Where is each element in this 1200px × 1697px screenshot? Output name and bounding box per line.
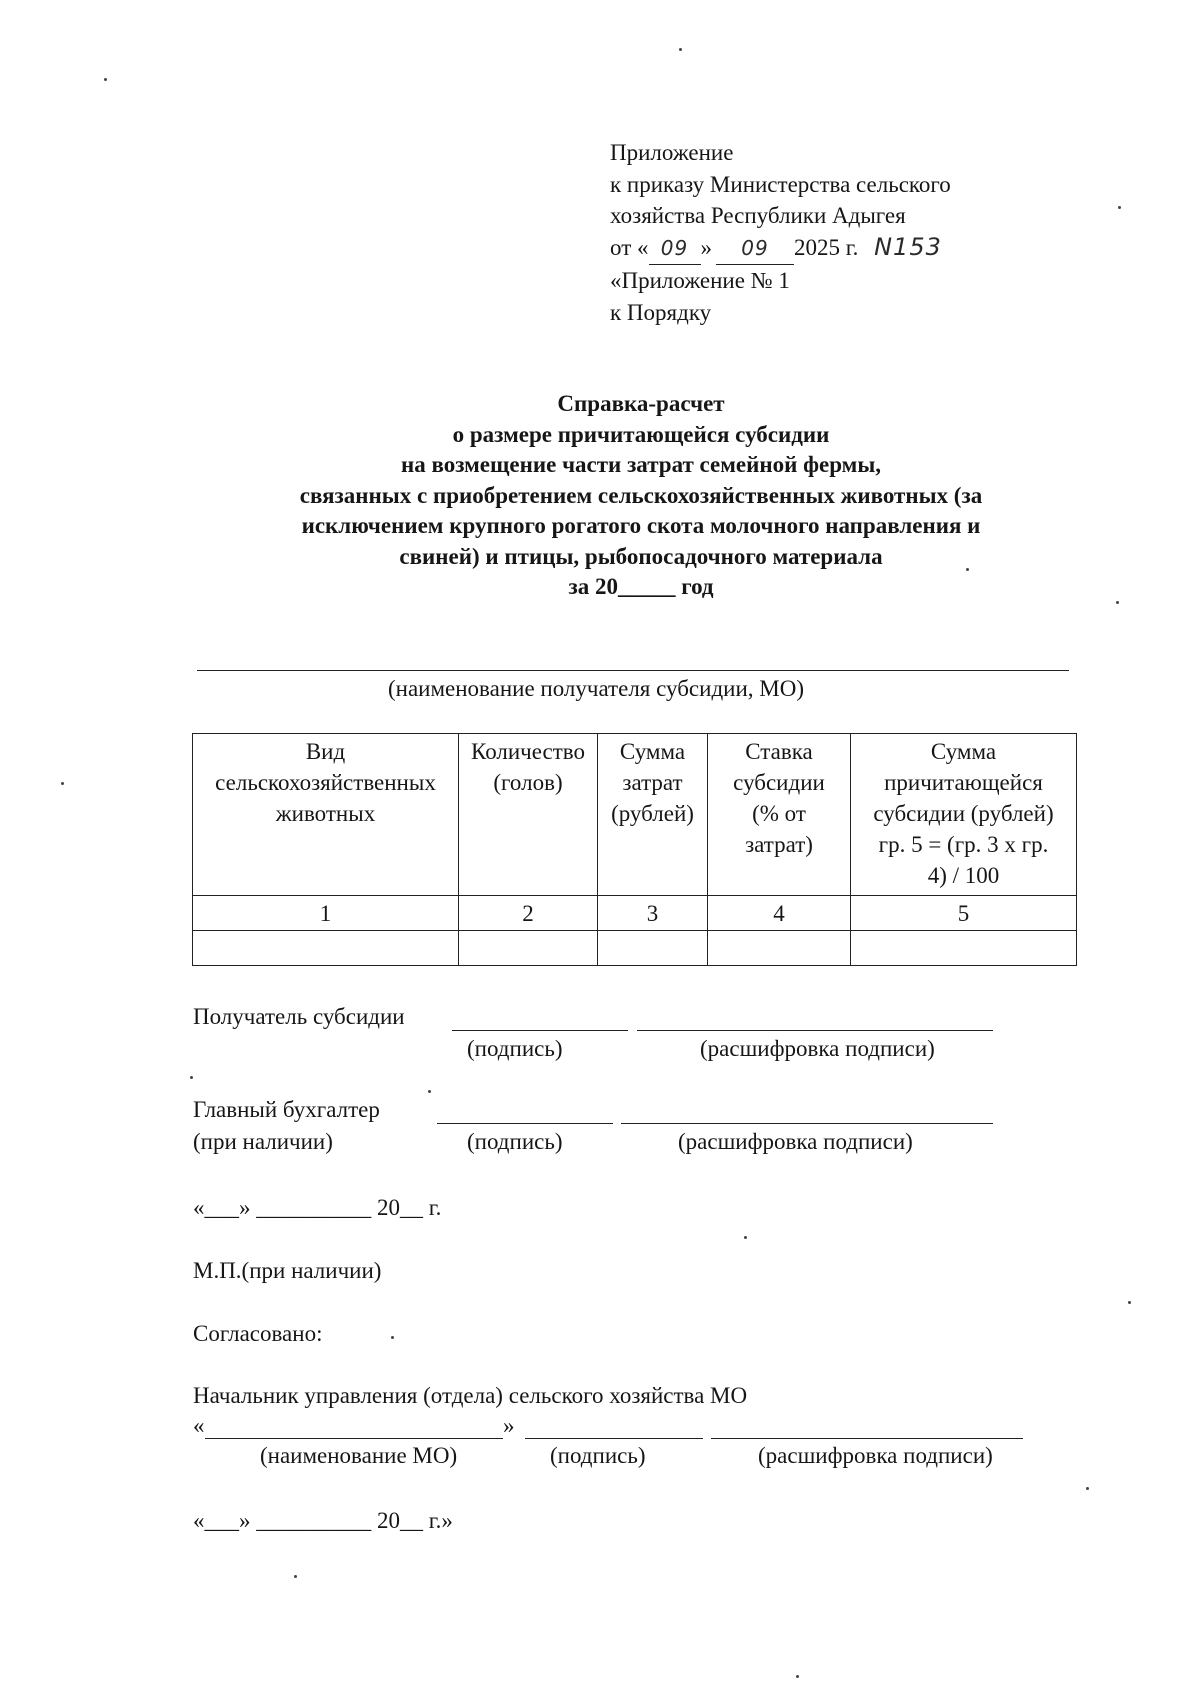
table-header-row [193,734,1077,896]
scan-speck [104,78,107,81]
header-cell-subsidy-amount: Сумма причитающейся субсидии (рублей) гр. 5 = (гр. 3 х гр. 4) / 100 [851,734,1077,896]
scan-speck [61,782,64,785]
scan-speck [1128,1301,1131,1304]
seal-note: М.П.(при наличии) [193,1258,382,1283]
agreed-label: Согласовано: [193,1321,323,1346]
scan-speck [966,568,969,571]
column-number: 2 [459,896,598,931]
final-date-line: «___» __________ 20__ г.» [193,1508,453,1533]
mo-open-quote: « [193,1413,205,1438]
date-prefix: от « [610,234,649,260]
recipient-decode-caption: (расшифровка подписи) [700,1036,935,1061]
head-signature-line [525,1438,703,1439]
table-cell [598,931,708,966]
handwritten-day: 09 [649,233,701,266]
table-cell [193,931,459,966]
accountant-signature-caption: (подпись) [467,1129,563,1154]
scan-speck [679,48,682,51]
head-signature-caption: (подпись) [550,1443,646,1468]
date-year: 2025 г. [794,234,859,260]
date-mid: » [700,234,712,260]
handwritten-number: N153 [874,232,942,261]
header-line-3: хозяйства Республики Адыгея [610,203,906,228]
header-line-2: к приказу Министерства сельского [610,171,951,197]
recipient-signature-caption: (подпись) [467,1036,563,1061]
header-cell-quantity: Количество (голов) [459,734,598,896]
scan-speck [391,1336,394,1339]
signing-date-line: «___» __________ 20__ г. [193,1195,442,1220]
accountant-label: Главный бухгалтер [193,1097,380,1122]
subsidy-table [192,733,1077,966]
header-date-line [610,232,951,266]
recipient-name-line [197,670,1069,671]
head-decode-line [711,1438,1023,1439]
table-cell [708,931,851,966]
recipient-signature-line [452,1030,628,1031]
head-label: Начальник управления (отдела) сельского хозяйства МО [193,1383,748,1408]
handwritten-month: 09 [716,233,794,266]
recipient-caption: (наименование получателя субсидии, МО) [388,676,804,701]
column-number: 5 [851,896,1077,931]
title-line-3: на возмещение части затрат семейной фермы, [400,452,882,477]
header-line-6: к Порядку [610,299,712,325]
table-number-row [193,896,1077,931]
header-line-5: «Приложение № 1 [610,268,790,293]
mo-caption: (наименование МО) [260,1443,458,1468]
header-cell-rate: Ставка субсидии (% от затрат) [708,734,851,896]
title-line-5: исключением крупного рогатого скота молочного направления и [301,513,981,538]
header-cell-costs: Сумма затрат (рублей) [598,734,708,896]
appendix-header [610,137,951,328]
recipient-label: Получатель субсидии [193,1004,405,1029]
scan-speck [744,1236,747,1239]
recipient-decode-line [637,1030,993,1031]
table-data-row [193,931,1077,966]
accountant-note: (при наличии) [193,1129,333,1154]
scan-speck [1116,601,1119,604]
accountant-decode-line [621,1123,993,1124]
column-number: 1 [193,896,459,931]
title-line-1: Справка-расчет [557,391,725,416]
title-line-6: свиней) и птицы, рыбопосадочного материала [399,543,883,569]
table-cell [459,931,598,966]
header-line-1: Приложение [610,140,734,165]
table-cell [851,931,1077,966]
column-number: 3 [598,896,708,931]
scan-speck [1086,1487,1089,1490]
scan-speck [428,1090,431,1093]
mo-name-line [205,1438,503,1439]
header-cell-animal-type: Вид сельскохозяйственных животных [193,734,459,896]
accountant-signature-line [437,1123,613,1124]
scan-speck [294,1575,297,1578]
accountant-decode-caption: (расшифровка подписи) [678,1129,913,1154]
scan-speck [1118,206,1121,209]
column-number: 4 [708,896,851,931]
head-decode-caption: (расшифровка подписи) [758,1443,993,1468]
document-title [200,389,1082,603]
title-line-4: связанных с приобретением сельскохозяйственных животных (за [299,482,983,508]
scan-speck [796,1675,799,1678]
mo-close-quote: » [503,1413,515,1438]
title-line-7: за 20_____ год [568,574,714,599]
title-line-2: о размере причитающейся субсидии [452,421,830,447]
scan-speck [190,1076,193,1079]
